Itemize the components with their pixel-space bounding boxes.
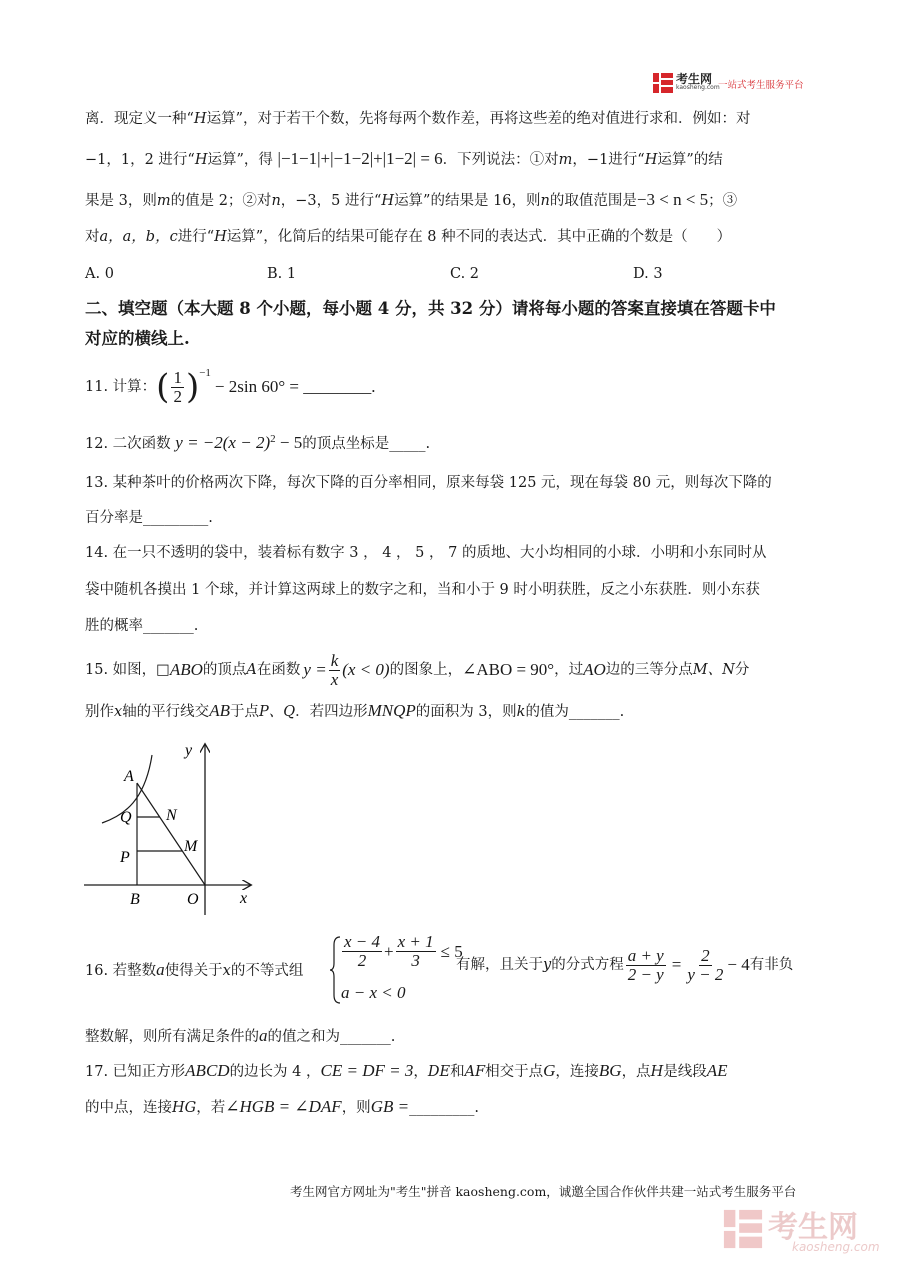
section-title-line2: 对应的横线上.	[85, 329, 190, 348]
q10-line4: 对a，a，b，c进行“H运算”，化简后的结果可能存在 8 种不同的表达式．其中正确的个数是（ ）	[85, 229, 732, 245]
system-eq1: $\frac{x - 4}{2}$ + $\frac{x + 1}{3}$ ≤ 5	[344, 932, 463, 970]
logo-cn: 考生网	[676, 72, 713, 86]
q16-equation: 有解，且关于 y 的分式方程 $\frac{a + y}{2 - y}$ = $\frac{2}{y - 2}$ − 4 有非负	[456, 945, 794, 984]
q12: 12. 二次函数 $y = -2(x - 2)^2 - 5$的顶点坐标是_____.	[85, 432, 431, 452]
header-slogan: 一站式考生服务平台	[718, 80, 804, 91]
logo-en: kaosheng.com	[676, 84, 720, 91]
q15-figure	[80, 735, 260, 920]
q16-line2: 整数解，则所有满足条件的a的值之和为_______.	[85, 1026, 396, 1045]
q14-line2: 袋中随机各摸出 1 个球，并计算这两球上的数字之和，当和小于 9 时小明获胜，反之小东获胜．则小东获	[85, 582, 760, 598]
label-m: M	[184, 838, 198, 855]
q10-option-d: D. 3	[633, 266, 663, 282]
label-q: Q	[120, 809, 132, 826]
label-x: x	[240, 890, 248, 907]
q11: 11. 计算： ( $\frac{1}{2}$ ) $^{-1}$ − 2sin 60° = ________.	[85, 367, 376, 407]
q17-line1: 17. 已知正方形ABCD的边长为 4 ，CE = DF = 3，DE和AF相交于点G，连接BG，点H是线段AE	[85, 1061, 728, 1080]
label-n: N	[166, 807, 177, 824]
logo-icon	[652, 72, 674, 94]
watermark-cn: 考生网	[768, 1210, 858, 1245]
q10-option-b: B. 1	[267, 266, 297, 282]
q13-line2: 百分率是_________.	[85, 510, 213, 526]
label-b: B	[130, 891, 140, 908]
watermark-en: kaosheng.com	[792, 1240, 880, 1254]
label-y: y	[185, 742, 193, 759]
section-title-line1: 二、填空题（本大题 8 个小题，每小题 4 分，共 32 分）请将每小题的答案直接填在答题卡中	[85, 299, 776, 318]
q10-option-c: C. 2	[450, 266, 480, 282]
q14-line1: 14. 在一只不透明的袋中，装着标有数字 3 ， 4 ， 5 ， 7 的质地、大小均相同的小球．小明和小东同时从	[85, 545, 767, 561]
footer-text: 考生网官方网址为"考生"拼音 kaosheng.com，诚邀全国合作伙伴共建一站式考生服务平台	[290, 1184, 797, 1199]
system-eq2: a − x < 0	[341, 983, 406, 1002]
q15-line2: 别作x轴的平行线交AB于点P、Q．若四边形MNQP的面积为 3，则k的值为_______.	[85, 701, 625, 720]
q15-line1: 15. 如图，□ ABO 的顶点 A 在函数 y = $\frac{k}{x}$ (x < 0) 的图象上， ∠ABO = 90° ，过 AO 边的三等分点 M、N 分	[85, 650, 750, 689]
q13-line1: 13. 某种茶叶的价格两次下降，每次下降的百分率相同，原来每袋 125 元，现在每袋 80 元，则每次下降的	[85, 475, 772, 491]
watermark-logo-icon	[722, 1208, 764, 1250]
q14-line3: 胜的概率_______.	[85, 618, 199, 634]
q16-prefix: 16. 若整数a使得关于x的不等式组	[85, 960, 304, 979]
label-p: P	[120, 849, 130, 866]
q10-line1: 离．现定义一种“H运算”，对于若干个数，先将每两个数作差，再将这些差的绝对值进行求和．例如：对	[85, 111, 751, 127]
label-a: A	[124, 768, 134, 785]
label-o: O	[187, 891, 199, 908]
q10-option-a: A. 0	[85, 266, 114, 282]
q17-line2: 的中点，连接HG，若∠HGB = ∠DAF，则GB =_________.	[85, 1097, 479, 1116]
header-logo	[652, 71, 816, 95]
watermark	[722, 1200, 882, 1262]
q10-line2: −1，1，2 进行“H运算”，得 |−1−1|+|−1−2|+|1−2| = 6．下列说法：①对m，−1进行“H运算”的结	[85, 149, 723, 168]
segment-ao	[137, 783, 205, 885]
q10-line3: 果是 3，则m的值是 2；②对n，−3，5 进行“H运算”的结果是 16，则n的取值范围是−3 < n < 5；③	[85, 190, 738, 209]
